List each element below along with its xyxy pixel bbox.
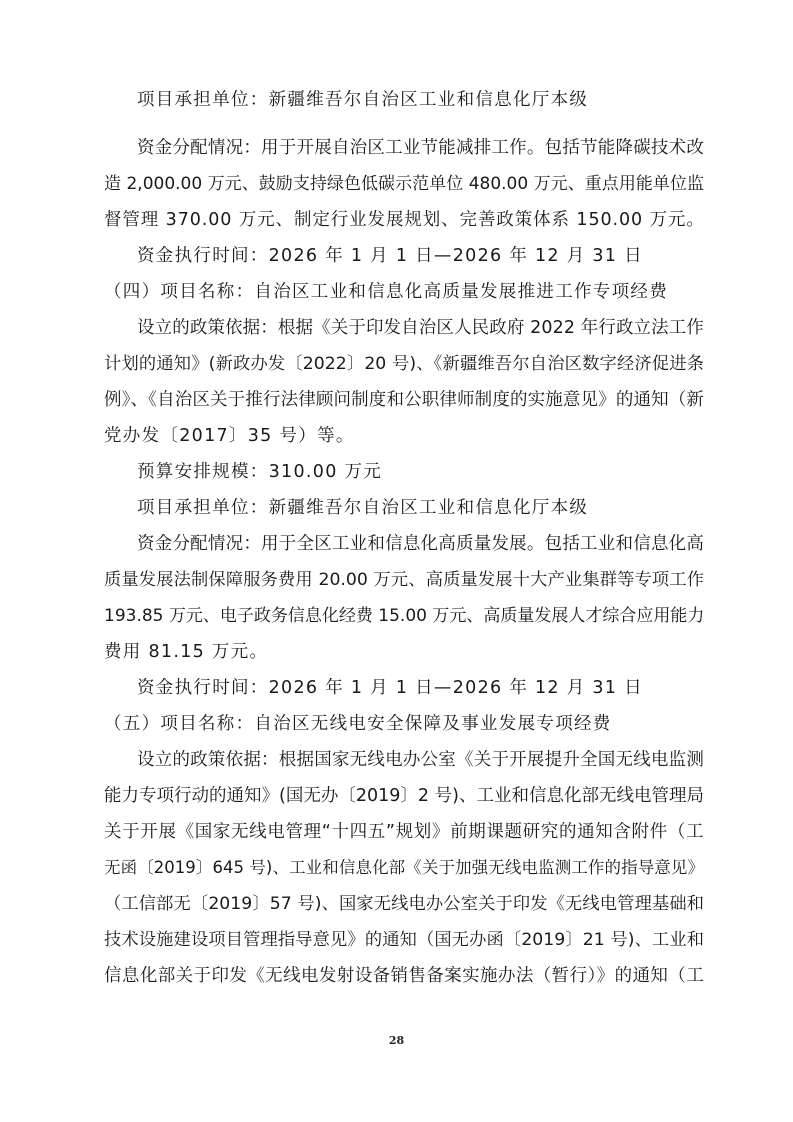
paragraph-line: 技术设施建设项目管理指导意见》的通知（国无办函〔2019〕21 号)、工业和 [104,930,704,950]
paragraph-line: （工信部无〔2019〕57 号)、国家无线电办公室关于印发《无线电管理基础和 [104,894,704,914]
section-heading-four: （四）项目名称：自治区工业和信息化高质量发展推进工作专项经费 [104,282,668,302]
paragraph-line: 信息化部关于印发《无线电发射设备销售备案实施办法（暂行）》的通知（工 [104,966,704,986]
section-heading-five: （五）项目名称：自治区无线电安全保障及事业发展专项经费 [104,714,612,734]
fund-allocation-line: 资金分配情况：用于开展自治区工业节能减排工作。包括节能降碳技术改 [137,138,704,158]
policy-basis-line: 设立的政策依据：根据《关于印发自治区人民政府 2022 年行政立法工作 [137,318,704,338]
paragraph-line: 党办发〔2017〕35 号）等。 [104,426,355,446]
execution-time-line: 资金执行时间：2026 年 1 月 1 日—2026 年 12 月 31 日 [137,678,643,698]
paragraph-line: 费用 81.15 万元。 [104,642,269,662]
project-unit-line: 项目承担单位：新疆维吾尔自治区工业和信息化厅本级 [137,90,589,110]
page-number: 28 [388,1034,405,1047]
paragraph-line: 能力专项行动的通知》(国无办〔2019〕2 号)、工业和信息化部无线电管理局 [104,786,704,806]
execution-time-line: 资金执行时间：2026 年 1 月 1 日—2026 年 12 月 31 日 [137,246,643,266]
paragraph-line: 计划的通知》(新政办发〔2022〕20 号)、《新疆维吾尔自治区数字经济促进条 [104,354,704,374]
budget-scale-line: 预算安排规模：310.00 万元 [137,462,383,482]
paragraph-line: 193.85 万元、电子政务信息化经费 15.00 万元、高质量发展人才综合应用能力 [104,606,705,626]
fund-allocation-line: 资金分配情况：用于全区工业和信息化高质量发展。包括工业和信息化高 [137,534,704,554]
paragraph-line: 质量发展法制保障服务费用 20.00 万元、高质量发展十大产业集群等专项工作 [104,570,704,590]
paragraph-line: 无函〔2019〕645 号)、工业和信息化部《关于加强无线电监测工作的指导意见》 [104,858,704,877]
policy-basis-line: 设立的政策依据：根据国家无线电办公室《关于开展提升全国无线电监测 [137,750,704,770]
paragraph-line: 造 2,000.00 万元、鼓励支持绿色低碳示范单位 480.00 万元、重点用能单位监 [104,174,704,194]
paragraph-line: 督管理 370.00 万元、制定行业发展规划、完善政策体系 150.00 万元。 [104,210,705,230]
paragraph-line: 关于开展《国家无线电管理“十四五”规划》前期课题研究的通知含附件（工 [104,822,704,842]
project-unit-line: 项目承担单位：新疆维吾尔自治区工业和信息化厅本级 [137,498,589,518]
paragraph-line: 例》、《自治区关于推行法律顾问制度和公职律师制度的实施意见》的通知（新 [104,390,704,410]
